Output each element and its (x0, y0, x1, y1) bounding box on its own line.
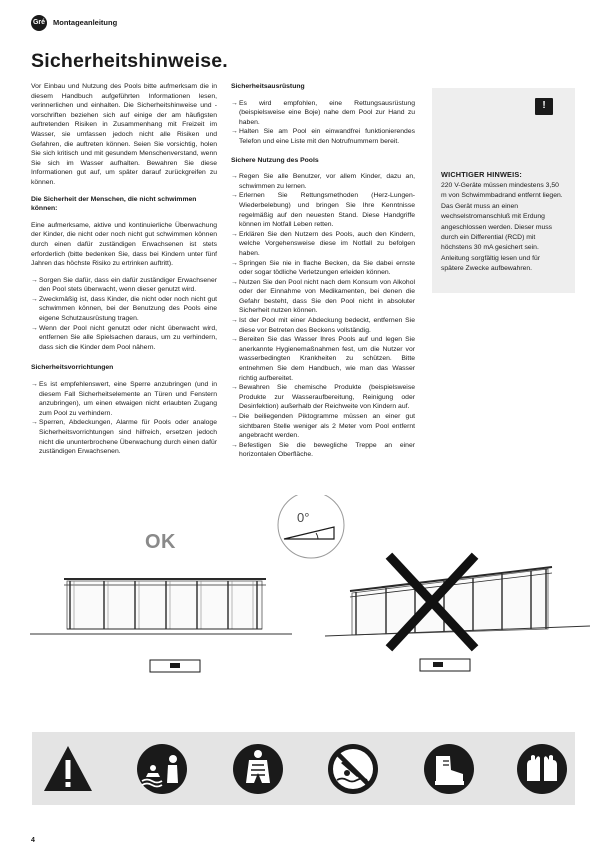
column-left (31, 82, 217, 464)
list-item: → Springen Sie nie in flache Becken, da Sie dabei ernste oder sogar tödliche Verletzungen erleiden können. (231, 259, 415, 278)
list-item: → Regen Sie alle Benutzer, vor allem Kinder, dazu an, schwimmen zu lernen. (231, 172, 415, 191)
supervision-paragraph: Eine aufmerksame, aktive und kontinuierliche Überwachung der Kinder, die nicht oder noch nicht gut schwimmen können durch einen dafür zuständigen Erwachsenen ist stets erforderlich (bitte bedenken Sie, dass bei Kindern unter fünf Jahren das höchste Risiko zu ertrinken auftritt). (31, 221, 217, 268)
safe-use-list (231, 172, 415, 460)
list-item: → Die beiliegenden Piktogramme müssen an einer gut sichtbaren Stelle weniger als 2 Meter vom Pool entfernt angebracht werden. (231, 412, 415, 441)
life-jacket-icon (232, 743, 284, 795)
heading-safety-equipment: Sicherheitsausrüstung (231, 83, 305, 90)
intro-paragraph: Vor Einbau und Nutzung des Pools bitte aufmerksam die in diesem Handbuch aufgeführten Informationen lesen, verinnerlichen und einhalten. Die Sicherheitshinweise und -vorschriften beziehen sich auf einige der am häufigsten auftretenden Risiken in Zusammenhang mit Freizeit im Wasser, sie umfassen jedoch nicht alle Risiken und Gefahren, die auftreten können. Seien Sie vorsichtig, holen Sie sich kritisch und mit gesundem Menschenverstand, wenn Sie sich im Wasser aufhalten. Bewahren Sie diese Informationen gut auf, um später darauf zurückgreifen zu können. (31, 83, 217, 186)
list-item: → Ist der Pool mit einer Abdeckung bedeckt, entfernen Sie diese vor Betreten des Beckens vollständig. (231, 316, 415, 335)
list-item: → Erklären Sie den Nutzern des Pools, auch den Kindern, welche Vorgehensweise diese im Notfall zu befolgen haben. (231, 230, 415, 259)
non-swimmers-list (31, 276, 217, 353)
list-item: → Halten Sie am Pool ein einwandfrei funktionierendes Telefon und eine Liste mit den Notrufnummern bereit. (231, 127, 415, 146)
spirit-level-right (420, 659, 470, 671)
list-item: → Wenn der Pool nicht genutzt oder nicht überwacht wird, entfernen Sie alle Spielsachen daraus, um zu verhindern, dass sich die Kinder dem Pool nähern. (31, 324, 217, 353)
pictogram-strip (32, 732, 575, 805)
list-item: → Es wird empfohlen, eine Rettungsausrüstung (beispielsweise eine Boje) nahe dem Pool zur Hand zu haben. (231, 99, 415, 128)
supervise-children-icon (136, 743, 188, 795)
exclamation-icon: ! (535, 98, 553, 115)
list-item: → Zweckmäßig ist, dass Kinder, die nicht oder noch nicht gut schwimmen können, bei der Benutzung des Pools eine eigene Schutzausrüstung tragen. (31, 295, 217, 324)
spirit-level-left (150, 660, 200, 672)
safety-devices-list (31, 380, 217, 457)
list-item: → Erlernen Sie Rettungsmethoden (Herz-Lungen-Wiederbelebung) und bringen Sie Ihre Kenntnisse regelmäßig auf den neuesten Stand. Diese Handgriffe können im Notfall Leben retten. (231, 191, 415, 229)
warning-title: WICHTIGER HINWEIS: (441, 170, 523, 179)
list-item: → Befestigen Sie die bewegliche Treppe an einer horizontalen Oberfläche. (231, 441, 415, 460)
page-number: 4 (31, 837, 35, 844)
warning-text: 220 V-Geräte müssen mindestens 3,50 m von Schwimmbadrand entfernt liegen. Das Gerät muss an einen wechselstromanschluß mit Erdung angeschlossen werden. Dieser muss durch ein Differential (RCD) mit höchstens 30 mA gesichert sein. Anleitung sorgfältig lesen und für spätere Zwecke aufbewahren. (441, 182, 563, 273)
boots-icon (423, 743, 475, 795)
angle-label: 0° (297, 510, 310, 525)
gloves-icon (516, 743, 568, 795)
section-label: Montageanleitung (53, 18, 118, 27)
heading-safe-use: Sichere Nutzung des Pools (231, 156, 319, 164)
brand-logo: Gré (31, 15, 47, 31)
list-item: → Bereiten Sie das Wasser Ihres Pools auf und legen Sie anerkannte Hygienemaßnahmen fest, um die Nutzer vor wasserbedingten Krankheiten zu schützen. Bitte entnehmen Sie dem Handbuch, wie man das Wasser richtig aufbereitet. (231, 335, 415, 383)
level-diagram (0, 495, 600, 695)
list-item: → Sperren, Abdeckungen, Alarme für Pools oder analoge Sicherheitsvorrichtungen sind hilfreich, ersetzen jedoch nicht die ununterbrochene Überwachung durch einen dafür zuständigen Erwachsenen. (31, 418, 217, 456)
ok-label: OK (145, 531, 176, 553)
level-angle-icon (278, 495, 344, 558)
no-diving-icon (327, 743, 379, 795)
safety-equipment-list (231, 99, 415, 147)
heading-non-swimmers: Die Sicherheit der Menschen, die nicht schwimmen können: (31, 195, 197, 213)
column-middle (231, 82, 415, 467)
pool-level-ok (30, 579, 292, 634)
list-item: → Sorgen Sie dafür, dass ein dafür zuständiger Erwachsener den Pool stets überwacht, wenn dieser genutzt wird. (31, 276, 217, 295)
list-item: → Bewahren Sie chemische Produkte (beispielsweise Produkte zur Wasseraufbereitung, Reinigung oder Desinfektion) außerhalb der Reichweite von Kindern auf. (231, 383, 415, 412)
list-item: → Nutzen Sie den Pool nicht nach dem Konsum von Alkohol oder der Einnahme von Medikamenten, bei denen die Gefahr besteht, dass Sie den Pool nicht in absoluter Sicherheit nutzen können. (231, 278, 415, 316)
page-title: Sicherheitshinweise. (31, 50, 228, 72)
heading-safety-devices: Sicherheitsvorrichtungen (31, 364, 114, 372)
warning-triangle-icon (42, 743, 94, 795)
list-item: → Es ist empfehlenswert, eine Sperre anzubringen (und in diesem Fall Sicherheitselemente an Türen und Fenstern anzubringen), um einen etwaigen nicht erlaubten Zugang zum Pool zu verhindern. (31, 380, 217, 418)
